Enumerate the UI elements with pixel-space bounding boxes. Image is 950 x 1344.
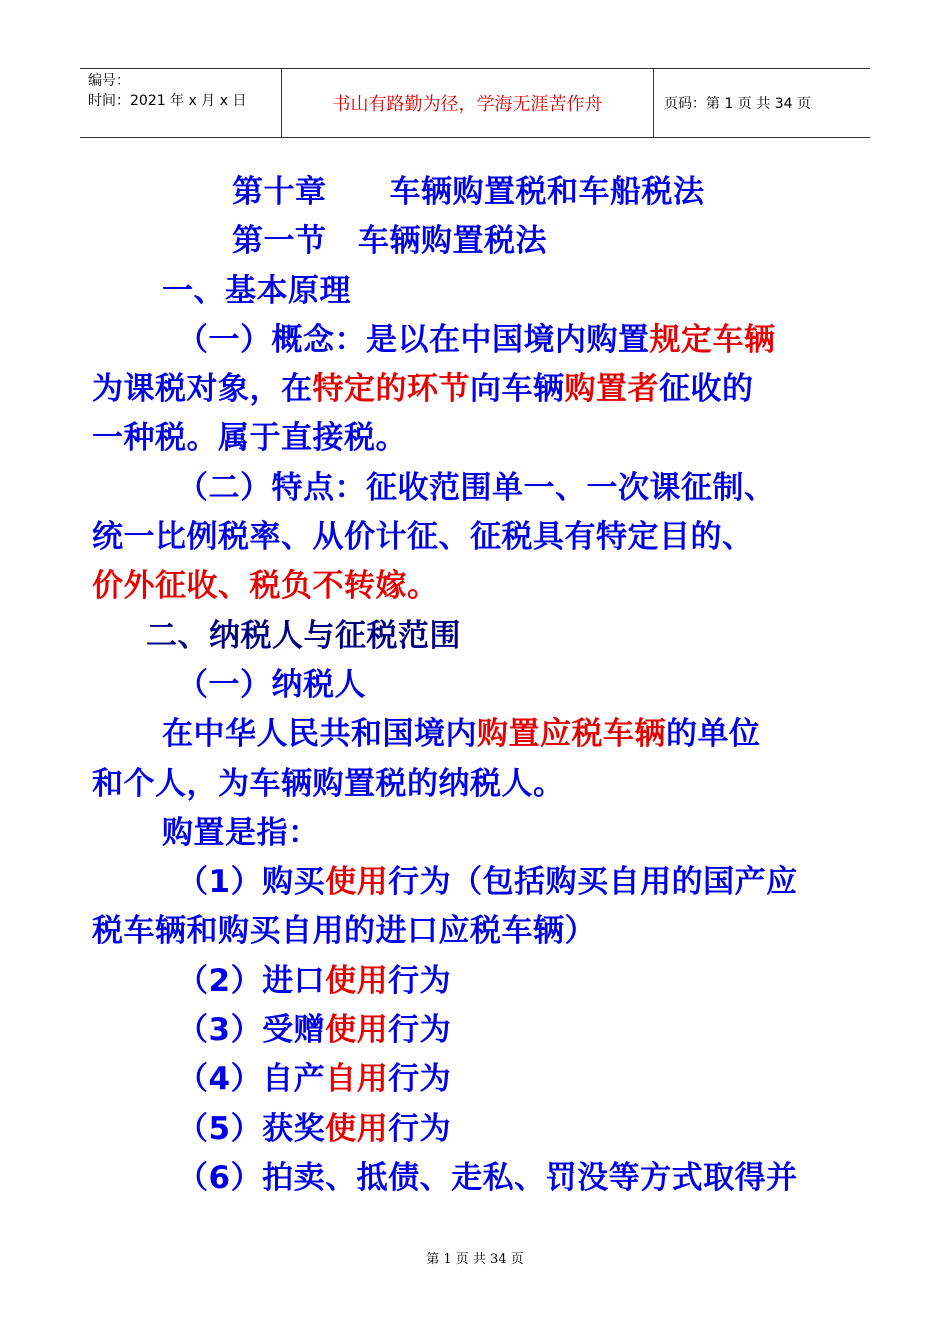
paragraph-line: 统一比例税率、从价计征、征税具有特定目的、 — [92, 519, 754, 556]
text-run: 向车辆 — [470, 371, 565, 408]
text-run: 行为 — [388, 962, 452, 999]
text-run: （4）自产 — [177, 1061, 326, 1098]
text-run: （一）概念：是以在中国境内购置 — [177, 321, 650, 358]
list-item — [92, 957, 862, 1006]
highlight-text: 使用 — [325, 1110, 389, 1147]
header-motto: 书山有路勤为径，学海无涯苦作舟 — [282, 69, 654, 137]
section-title: 第一节 车辆购置税法 — [232, 223, 547, 260]
highlight-text: 使用 — [325, 962, 389, 999]
document-body — [92, 168, 862, 1203]
highlight-text: 购置应税车辆 — [477, 716, 666, 753]
text-run: 征收的 — [659, 371, 754, 408]
text-run: （2）进口 — [177, 962, 326, 999]
paragraph-line — [92, 316, 862, 365]
text-run: （1）购买 — [177, 864, 326, 901]
list-item — [92, 858, 862, 907]
text-run: 的单位 — [666, 716, 761, 753]
page-footer: 第 1 页 共 34 页 — [426, 1252, 524, 1267]
text-run: 为课税对象，在 — [92, 371, 313, 408]
text-run: 行为（包括购买自用的国产应 — [388, 864, 798, 901]
highlight-text: 使用 — [325, 1012, 389, 1049]
text-run: 行为 — [388, 1061, 452, 1098]
paragraph-line: 一种税。属于直接税。 — [92, 420, 407, 457]
paragraph-line — [92, 365, 862, 414]
highlight-text: 购置者 — [564, 371, 659, 408]
paragraph-line: （二）特点：征收范围单一、一次课征制、 — [177, 469, 776, 506]
highlight-text: 使用 — [325, 864, 389, 901]
text-run: 行为 — [388, 1110, 452, 1147]
highlight-line: 价外征收、税负不转嫁。 — [92, 568, 439, 605]
page-header — [80, 68, 870, 138]
time-label: 时间：2021 年 x 月 x 日 — [88, 93, 247, 109]
list-item-continued: 税车辆和购买自用的进口应税车辆） — [92, 913, 596, 950]
paragraph-line: 购置是指： — [162, 814, 320, 851]
text-run: （5）获奖 — [177, 1110, 326, 1147]
text-run: （3）受赠 — [177, 1012, 326, 1049]
subheading-taxpayer: （一）纳税人 — [177, 666, 366, 703]
list-item — [92, 1006, 862, 1055]
highlight-text: 规定车辆 — [649, 321, 776, 358]
header-meta — [80, 69, 282, 137]
number-label: 编号： — [88, 73, 130, 89]
chapter-title: 第十章 车辆购置税和车船税法 — [232, 174, 705, 210]
highlight-text: 特定的环节 — [312, 371, 470, 408]
text-run: 行为 — [388, 1012, 452, 1049]
header-page-info: 页码：第 1 页 共 34 页 — [664, 96, 811, 112]
paragraph-line: 和个人，为车辆购置税的纳税人。 — [92, 765, 565, 802]
list-item — [92, 1055, 862, 1104]
list-item: （6）拍卖、抵债、走私、罚没等方式取得并 — [177, 1159, 798, 1196]
highlight-text: 自用 — [325, 1061, 389, 1098]
text-run: 在中华人民共和国境内 — [162, 716, 477, 753]
heading-basic-principles: 一、基本原理 — [162, 272, 351, 309]
paragraph-line — [92, 710, 862, 759]
list-item — [92, 1105, 862, 1154]
heading-taxpayer-scope: 二、纳税人与征税范围 — [146, 617, 461, 654]
